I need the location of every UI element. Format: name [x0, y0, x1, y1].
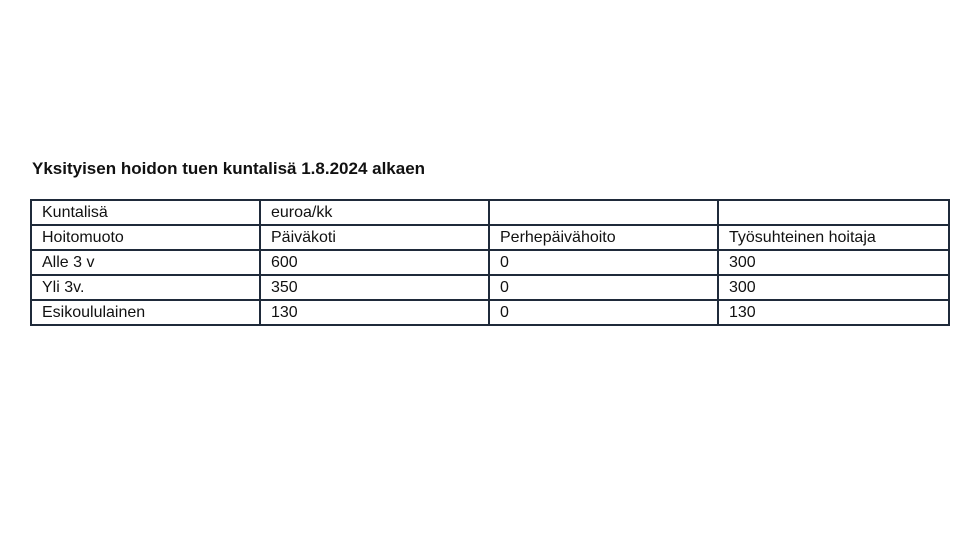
- table-cell: Hoitomuoto: [31, 225, 260, 250]
- table-cell: 350: [260, 275, 489, 300]
- table-cell: [489, 200, 718, 225]
- table-cell: 0: [489, 275, 718, 300]
- table-cell: euroa/kk: [260, 200, 489, 225]
- municipal-supplement-table: [30, 199, 950, 326]
- table-cell: Perhepäivähoito: [489, 225, 718, 250]
- table-cell: 300: [718, 250, 949, 275]
- table-cell: Esikoululainen: [31, 300, 260, 325]
- table-cell: 600: [260, 250, 489, 275]
- table-row-alle-3v: [31, 250, 949, 275]
- table-row-yli-3v: [31, 275, 949, 300]
- table-cell: [718, 200, 949, 225]
- table-cell: Päiväkoti: [260, 225, 489, 250]
- table-cell: 130: [718, 300, 949, 325]
- table-row-kuntalisa: [31, 200, 949, 225]
- table-cell: 130: [260, 300, 489, 325]
- page-title: Yksityisen hoidon tuen kuntalisä 1.8.2024 alkaen: [32, 159, 426, 178]
- table-cell: Kuntalisä: [31, 200, 260, 225]
- table-row-esikoululainen: [31, 300, 949, 325]
- table-cell: Työsuhteinen hoitaja: [718, 225, 949, 250]
- table-cell: Alle 3 v: [31, 250, 260, 275]
- table-row-hoitomuoto: [31, 225, 949, 250]
- table-cell: 0: [489, 250, 718, 275]
- table-cell: 0: [489, 300, 718, 325]
- table-cell: Yli 3v.: [31, 275, 260, 300]
- table-cell: 300: [718, 275, 949, 300]
